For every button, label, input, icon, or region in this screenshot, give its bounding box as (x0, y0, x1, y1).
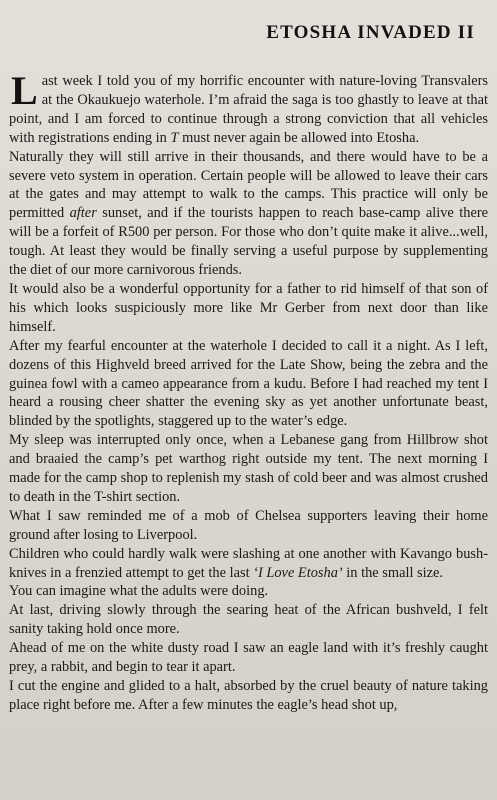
paragraph-3: It would also be a wonderful opportunity for a father to rid himself of that son of his which looks suspiciously more like Mr Gerber from next door than like himself. (9, 280, 488, 335)
paragraph-7 (9, 545, 488, 583)
paragraph-5: My sleep was interrupted only once, when a Lebanese gang from Hillbrow shot and braaied the camp’s pet warthog right outside my tent. The next morning I made for the camp shop to replenish my stash of cold beer and was almost crushed to death in the T-shirt section. (9, 432, 488, 505)
paragraph-2 (9, 148, 488, 280)
paragraph-2-text-b: sunset, and if the tourists happen to reach base-camp alive there will be a forfeit of R500 per person. For those who don’t quite make it alive...well, tough. At least they would be finally serving a useful purpose by supplementing the diet of our more carnivorous friends. (9, 205, 489, 279)
paragraph-8: You can imagine what the adults were doing. (9, 583, 269, 600)
paragraph-7-italic: ‘I Love Etosha’ (253, 564, 343, 581)
article-title: ETOSHA INVADED II (266, 22, 475, 43)
paragraph-7-text-b: in the small size. (342, 564, 444, 581)
paragraph-1-italic: T (170, 129, 179, 146)
paragraph-11: I cut the engine and glided to a halt, absorbed by the cruel beauty of nature taking place right before me. After a few minutes the eagle’s head shot up, (9, 678, 488, 713)
paragraph-7-text-a: Children who could hardly walk were slashing at one another with Kavango bush-knives in a frenzied attempt to get the last (9, 545, 488, 581)
paragraph-2-text-a: Naturally they will still arrive in their thousands, and there would have to be a severe veto system in operation. Certain people will be allowed to leave their cars at the gates and may attempt to walk to the camps. This practice will only be permitted (9, 148, 488, 222)
paragraph-9: At last, driving slowly through the searing heat of the African bushveld, I felt sanity taking hold once more. (9, 602, 488, 638)
paragraph-1-text-b: must never again be allowed into Etosha. (178, 129, 420, 146)
paragraph-1-text-a: ast week I told you of my horrific encounter with nature-loving Transvalers at the Okaukuejo waterhole. I’m afraid the saga is too ghastly to leave at that point, and I am forced to continue through a strong conviction that all vehicles with registrations ending in (9, 73, 488, 146)
article-body (9, 68, 489, 715)
paragraph-2-italic: after (69, 205, 97, 222)
drop-cap: L (11, 68, 38, 113)
paragraph-10: Ahead of me on the white dusty road I saw an eagle land with it’s freshly caught prey, a rabbit, and begin to tear it apart. (9, 640, 488, 676)
paragraph-1 (9, 68, 488, 148)
paragraph-4: After my fearful encounter at the waterhole I decided to call it a night. As I left, dozens of this Highveld breed arrived for the Late Show, being the zebra and the guinea fowl with a cameo appearance from a kudu. Before I had reached my tent I heard a rousing cheer shatter the evening sky as yet another unfortunate beast, blinded by the spotlights, staggered up to the water’s edge. (9, 337, 488, 430)
paragraph-6: What I saw reminded me of a mob of Chelsea supporters leaving their home ground after losing to Liverpool. (9, 507, 488, 543)
